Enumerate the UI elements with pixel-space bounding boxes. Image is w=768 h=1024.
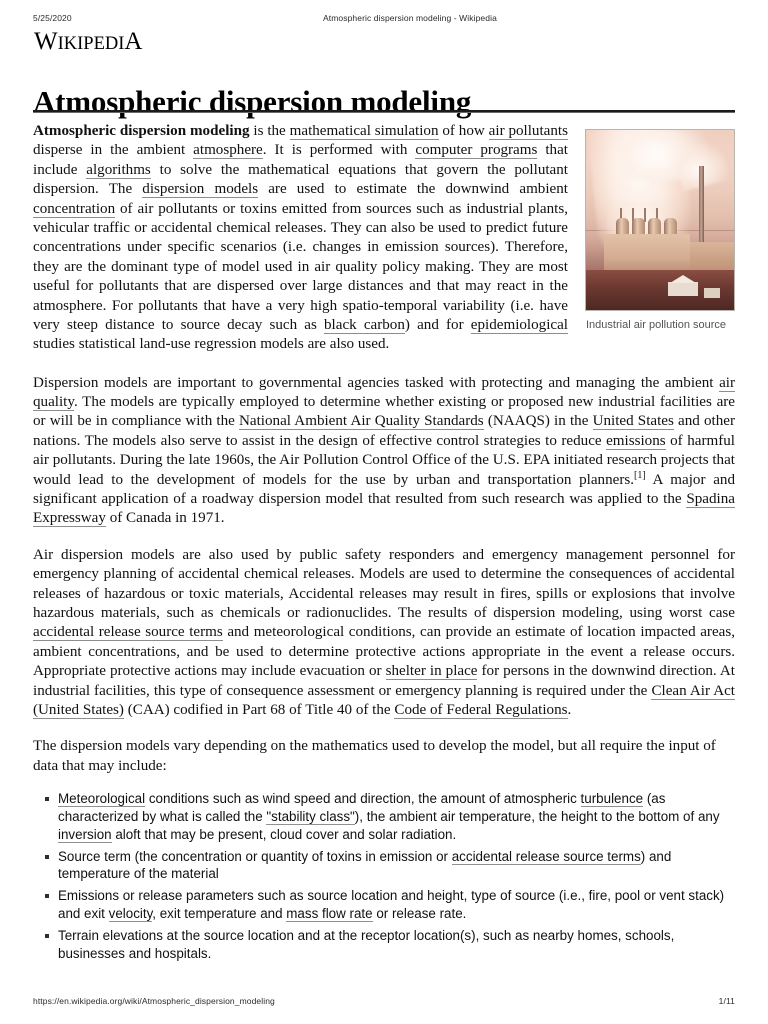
- text-run: ) and for: [404, 316, 471, 333]
- text-run: for persons in the downwind direction. At industrial facilities, this type of consequence assessment or emergency planning is required under the: [33, 663, 735, 699]
- text-run: studies statistical land-use regression models are also used.: [33, 336, 390, 353]
- link-atmosphere[interactable]: atmosphere: [193, 142, 263, 159]
- text-run: and other nations. The models also serve to assist in the design of effective control strategies to reduce: [33, 413, 735, 449]
- link-air-pollutants[interactable]: air pollutants: [488, 123, 568, 139]
- link-naaqs[interactable]: National Ambient Air Quality Standards: [239, 413, 484, 430]
- citation-1[interactable]: [1]: [634, 469, 646, 481]
- paragraph-emergency: [33, 546, 735, 721]
- footer-page-number: 1/11: [718, 996, 735, 1006]
- link-stability-class[interactable]: "stability class": [266, 808, 355, 824]
- text-run: .: [567, 701, 572, 718]
- wordmark-ikipedi: IKIPEDI: [57, 34, 125, 54]
- text-run: of Canada in 1971.: [105, 510, 225, 527]
- wikipedia-logo: [34, 29, 142, 54]
- link-emissions[interactable]: emissions: [606, 432, 666, 449]
- print-footer: [33, 996, 735, 1006]
- article-figure: [585, 129, 735, 334]
- text-run: is the: [249, 123, 290, 139]
- paragraph-inputs-intro: [33, 737, 735, 776]
- house-2: [704, 288, 720, 298]
- input-data-list: [33, 790, 735, 962]
- link-shelter-in-place[interactable]: shelter in place: [385, 663, 478, 680]
- link-clean-air-act[interactable]: Clean Air Act (United States): [33, 682, 735, 718]
- text-run: of air pollutants or toxins emitted from sources such as industrial plants, vehicular traffic or accidental chemical releases. They can also be used to predict future concentrations under specific scenarios (i.e. changes in emission sources). Therefore, they are the dominant type of model used in air quality policy making. They are most useful for pollutants that are dispersed over large distances and that may react in the atmosphere. For pollutants that have a very high spatio-temporal variability (i.e. have very steep distance to source decay such as: [33, 200, 568, 333]
- footer-url: https://en.wikipedia.org/wiki/Atmospheric_dispersion_modeling: [33, 996, 275, 1006]
- text-run: Source term (the concentration or quantity of toxins in emission or: [58, 848, 452, 864]
- text-run: or release rate.: [372, 906, 467, 922]
- text-run: . The models are typically employed to determine whether existing or proposed new industrial facilities are or will be in compliance with the: [33, 394, 735, 430]
- link-velocity[interactable]: velocity: [108, 906, 153, 922]
- smokestack-tall: [699, 166, 704, 244]
- link-mass-flow-rate[interactable]: mass flow rate: [286, 906, 373, 922]
- wordmark-w: W: [34, 28, 58, 55]
- list-item: [58, 887, 735, 923]
- text-run: are used to estimate the downwind ambient: [258, 181, 568, 198]
- text-run: . It is performed with: [262, 142, 416, 159]
- text-run: , exit temperature and: [152, 906, 287, 922]
- text-run: aloft that may be present, cloud cover and solar radiation.: [111, 826, 457, 842]
- text-run: that include: [33, 142, 568, 178]
- link-united-states[interactable]: United States: [592, 413, 674, 430]
- plant-building-secondary: [690, 242, 734, 272]
- link-concentration[interactable]: concentration: [33, 200, 116, 217]
- house-1: [668, 282, 698, 296]
- link-mathematical-simulation[interactable]: mathematical simulation: [289, 123, 439, 139]
- industrial-pollution-image[interactable]: [585, 129, 735, 311]
- list-item: [58, 848, 735, 884]
- text-run: of how: [438, 123, 489, 139]
- text-run: ) and temperature of the material: [58, 848, 672, 882]
- link-algorithms[interactable]: algorithms: [86, 161, 151, 178]
- wordmark-a: A: [124, 28, 143, 55]
- text-run: (NAAQS) in the: [483, 413, 593, 430]
- link-inversion[interactable]: inversion: [58, 826, 112, 842]
- page-title: Atmospheric dispersion modeling: [33, 83, 472, 119]
- text-run: The dispersion models vary depending on the mathematics used to develop the model, but all require the input of data that may include:: [33, 738, 716, 774]
- text-run: ), the ambient air temperature, the height to the bottom of any: [354, 808, 720, 824]
- text-run: Emissions or release parameters such as source location and height, type of source (i.e., fire, pool or vent stack) and exit: [58, 888, 725, 922]
- text-run: Air dispersion models are also used by public safety responders and emergency management personnel for emergency planning of accidental chemical releases. Models are used to determine the consequences of accidental releases of hazardous or toxic materials, Accidental releases may result in fires, spills or explosions that involve hazardous materials, such as chemicals or radionuclides. The results of dispersion modeling, using worst case: [33, 546, 735, 621]
- text-run: (CAA) codified in Part 68 of Title 40 of the: [123, 701, 395, 718]
- link-epidemiological[interactable]: epidemiological: [470, 316, 569, 333]
- list-item: [58, 790, 735, 843]
- plant-building-main: [604, 234, 690, 274]
- list-item: [58, 927, 735, 963]
- link-accidental-release-source-terms[interactable]: accidental release source terms: [33, 624, 223, 641]
- link-air-quality[interactable]: air quality: [33, 374, 735, 411]
- text-run: disperse in the ambient: [33, 142, 194, 159]
- text-run: A major and significant application of a roadway dispersion model that resulted from such research was applied to the: [33, 471, 735, 508]
- link-accidental-release-source-terms-2[interactable]: accidental release source terms: [451, 848, 641, 864]
- article-body: [33, 122, 735, 967]
- figure-caption: Industrial air pollution source: [586, 319, 727, 331]
- text-run: Terrain elevations at the source location and at the receptor location(s), such as nearby homes, schools, businesses and hospitals.: [58, 927, 675, 961]
- paragraph-agencies: [33, 374, 735, 529]
- link-spadina-expressway[interactable]: Spadina Expressway: [33, 491, 735, 527]
- print-date: 5/25/2020: [33, 13, 72, 23]
- print-header: [33, 13, 735, 23]
- text-run: (as characterized by what is called the: [58, 791, 666, 824]
- text-run: conditions such as wind speed and direction, the amount of atmospheric: [145, 791, 581, 807]
- print-doc-title: Atmospheric dispersion modeling - Wikipedia: [323, 13, 497, 23]
- link-black-carbon[interactable]: black carbon: [324, 316, 405, 333]
- lead-term: Atmospheric dispersion modeling: [33, 123, 250, 139]
- text-run: and meteorological conditions, can provide an estimate of location impacted areas, ambient concentrations, and be used to determine protective actions appropriate in the event a release occurs. Appropriate protective actions may include evacuation or: [33, 624, 735, 680]
- link-computer-programs[interactable]: computer programs: [415, 142, 538, 159]
- text-run: to solve the mathematical equations that govern the pollutant dispersion. The: [33, 161, 569, 198]
- text-run: of harmful air pollutants. During the late 1960s, the Air Pollution Control Office of the U.S. EPA initiated research projects that would lead to the development of models for the use by urban and transportation planners.: [33, 432, 735, 488]
- text-run: Dispersion models are important to governmental agencies tasked with protecting and managing the ambient: [33, 374, 720, 391]
- link-turbulence[interactable]: turbulence: [580, 791, 644, 807]
- link-meteorological[interactable]: Meteorological: [58, 791, 146, 807]
- title-divider: [33, 110, 735, 113]
- link-code-of-federal-regulations[interactable]: Code of Federal Regulations: [394, 701, 568, 718]
- link-dispersion-models[interactable]: dispersion models: [142, 181, 259, 198]
